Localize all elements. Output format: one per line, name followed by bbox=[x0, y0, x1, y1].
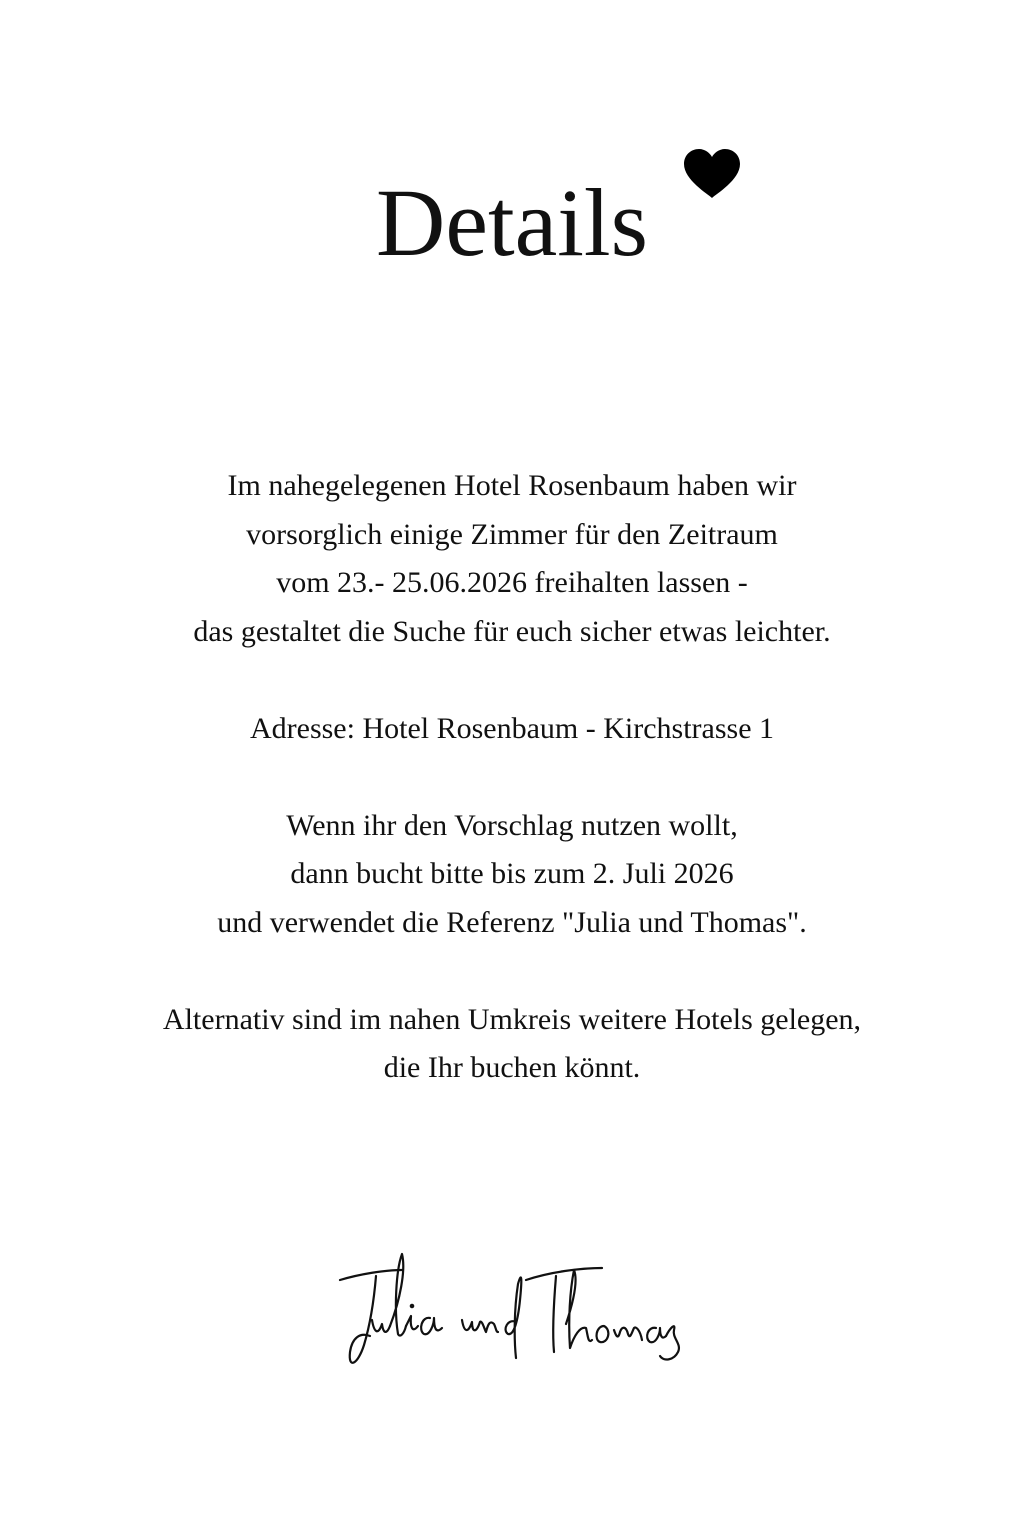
booking-paragraph bbox=[40, 802, 984, 948]
address-paragraph bbox=[40, 705, 984, 754]
details-text bbox=[40, 462, 984, 1093]
page-title: Details bbox=[376, 169, 648, 276]
text-line: und verwendet die Referenz "Julia und Thomas". bbox=[217, 905, 807, 939]
text-line: die Ihr buchen könnt. bbox=[383, 1051, 641, 1084]
text-line: Alternativ sind im nahen Umkreis weitere Hotels gelegen, bbox=[162, 1002, 862, 1036]
address-line: Adresse: Hotel Rosenbaum - Kirchstrasse 1 bbox=[249, 711, 775, 745]
text-line: das gestaltet die Suche für euch sicher etwas leichter. bbox=[193, 614, 831, 648]
signature bbox=[330, 1240, 690, 1380]
hotel-info-paragraph bbox=[40, 462, 984, 656]
text-line: dann bucht bitte bis zum 2. Juli 2026 bbox=[290, 857, 734, 890]
heart-icon bbox=[682, 148, 742, 200]
text-line: vorsorglich einige Zimmer für den Zeitraum bbox=[246, 517, 778, 551]
text-line: Im nahegelegenen Hotel Rosenbaum haben wir bbox=[227, 469, 797, 502]
text-line: Wenn ihr den Vorschlag nutzen wollt, bbox=[286, 808, 738, 842]
alternatives-paragraph bbox=[40, 996, 984, 1093]
text-line: vom 23.- 25.06.2026 freihalten lassen - bbox=[276, 566, 748, 599]
